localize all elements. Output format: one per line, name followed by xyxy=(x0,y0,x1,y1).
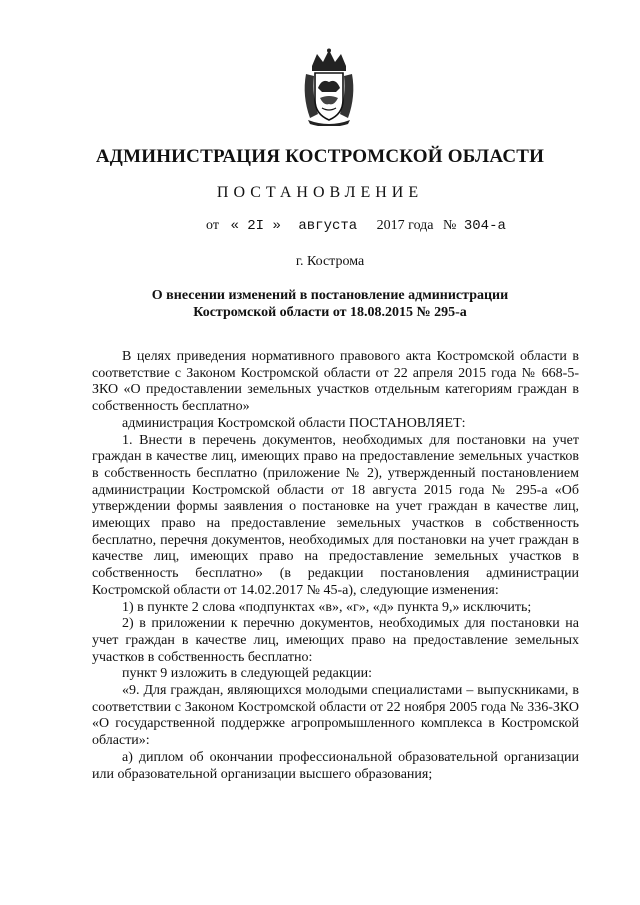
number-sign: № xyxy=(443,218,457,233)
city-label: г. Кострома xyxy=(295,254,365,269)
subject-line: Костромской области от 18.08.2015 № 295-а xyxy=(193,305,467,320)
document-subject xyxy=(0,287,640,321)
body-paragraph: пункт 9 изложить в следующей редакции: xyxy=(122,666,372,682)
date-year: 2017 года xyxy=(376,218,434,233)
document-type: ПОСТАНОВЛЕНИЕ xyxy=(216,184,424,201)
document-body xyxy=(92,349,579,783)
date-day: « 2I » xyxy=(230,218,281,234)
body-paragraph: 1) в пункте 2 слова «подпунктах «в», «г», «д» пункта 9,» исключить; xyxy=(122,599,532,615)
date-prefix: от xyxy=(206,218,219,233)
body-paragraph: 1. Внести в перечень документов, необходимых для постановки на учет граждан в качестве лиц, имеющих право на предоставление земельных участков в собственность бесплатно (приложение № 2), утвержденный постановлением администрации Костромской области от 18 августа 2015 года № 295-а «Об утверждении формы заявления о постановке на учет граждан в качестве лиц, имеющих право на предоставление земельных участков в собственность бесплатно, перечня документов, необходимых для постановки на учет граждан в качестве лиц, имеющих право на предоставление земельных участков в собственность бесплатно» (в редакции постановления администрации Костромской области от 14.02.2017 № 45-а), следующие изменения: xyxy=(92,432,579,598)
subject-line: О внесении изменений в постановление администрации xyxy=(151,288,509,303)
body-paragraph: «9. Для граждан, являющихся молодыми специалистами – выпускниками, в соответствии с Законом Костромской области от 22 ноября 2005 года № 336-ЗКО «О государственной поддержке агропромышленного комплекса в Костромской области»: xyxy=(92,683,579,749)
coat-of-arms-emblem xyxy=(300,48,358,126)
body-paragraph: В целях приведения нормативного правового акта Костромской области в соответствие с Законом Костромской области от 22 апреля 2015 года № 668-5-ЗКО «О предоставлении земельных участков отдельным категориям граждан в собственность бесплатно» xyxy=(92,349,579,415)
document-number: 304-а xyxy=(463,218,506,234)
date-month: августа xyxy=(298,218,358,234)
organization-title: АДМИНИСТРАЦИЯ КОСТРОМСКОЙ ОБЛАСТИ xyxy=(95,146,545,167)
date-number-line xyxy=(206,218,506,234)
body-paragraph: а) диплом об окончании профессиональной образовательной организации или образовательной организации высшего образования; xyxy=(92,749,579,782)
body-paragraph: администрация Костромской области ПОСТАНОВЛЯЕТ: xyxy=(122,415,466,431)
body-paragraph: 2) в приложении к перечню документов, необходимых для постановки на учет граждан в качестве лиц, имеющих право на предоставление земельных участков в собственность бесплатно: xyxy=(92,616,579,665)
